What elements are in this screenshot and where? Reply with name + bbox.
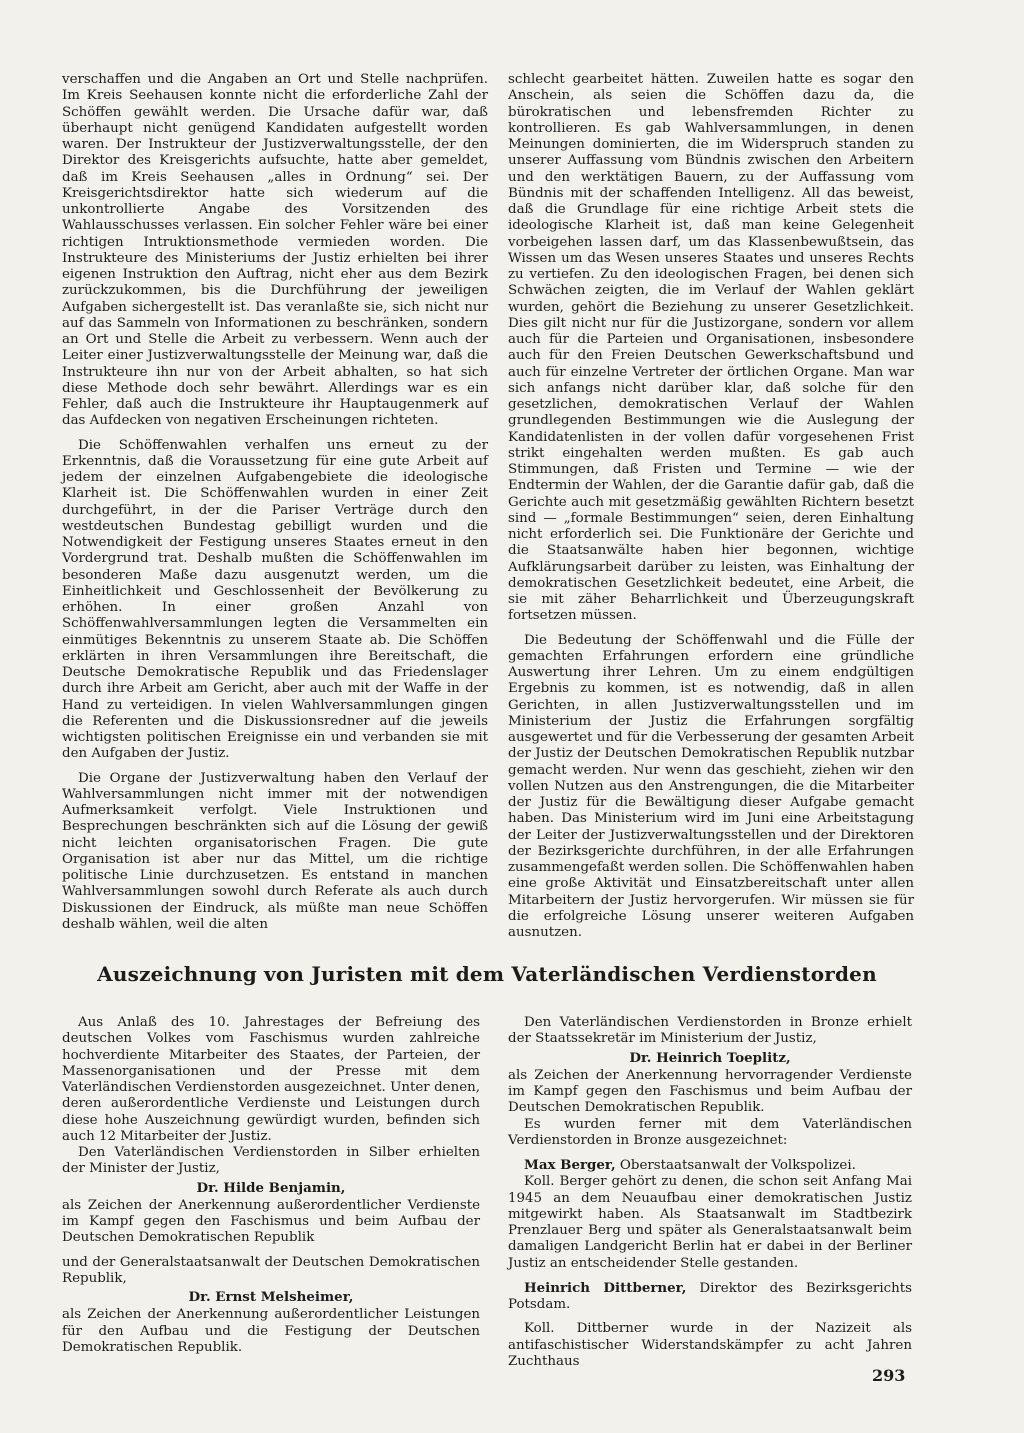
paragraph: Die Bedeutung der Schöffenwahl und die Fülle der gemachten Erfahrungen erfordern eine gründliche Auswertung ihrer Lehren. Um zu einem endgültigen Ergebnis zu kommen, ist es notwendig, daß in allen Gerichten, in allen Justizverwaltungsstellen und im Ministerium der Justiz die Erfahrungen sorgfältig ausgewertet und für die Verbesserung der gesamten Arbeit der Justiz der Deutschen Demokratischen Republik nutzbar gemacht werden. Nur wenn das geschieht, ziehen wir den vollen Nutzen aus den Anstrengungen, die die Mitarbeiter der Justiz für die Bewältigung dieser Aufgabe gemacht haben. Das Ministerium wird im Juni eine Arbeitstagung der Leiter der Justizverwaltungsstellen und der Direktoren der Bezirksgerichte durchführen, in der alle Erfahrungen zusammengefaßt werden sollen. Die Schöffenwahlen haben eine große Aktivität und Einsatzbereitschaft unter allen Mitarbeitern der Justiz hervorgerufen. Wir müssen sie für die erfolgreiche Lösung unserer weiteren Aufgaben ausnutzen. bbox=[508, 632, 914, 940]
award-column-left bbox=[62, 1015, 480, 1356]
paragraph: Aus Anlaß des 10. Jahrestages der Befreiung des deutschen Volkes vom Faschismus wurden zahlreiche hochverdiente Mitarbeiter des Staates, der Parteien, der Massenorganisationen und der Presse mit dem Vaterländischen Verdienstorden ausgezeichnet. Unter denen, deren außerordentliche Verdienste und Leistungen durch diese hohe Auszeichnung gewürdigt wurden, befinden sich auch 12 Mitarbeiter der Justiz. bbox=[62, 1015, 480, 1144]
awardee-name: Heinrich Dittberner, bbox=[524, 1279, 687, 1296]
article-headline: Auszeichnung von Juristen mit dem Vaterländischen Verdienstorden bbox=[97, 962, 877, 986]
page-number: 293 bbox=[872, 1366, 906, 1385]
paragraph: Den Vaterländischen Verdienstorden in Bronze erhielt der Staatssekretär im Ministerium der Justiz, bbox=[508, 1015, 912, 1047]
awardee-title: Direktor des Bezirksgerichts Potsdam. bbox=[508, 1280, 912, 1312]
awardee-name: Dr. Hilde Benjamin, bbox=[196, 1179, 346, 1196]
awardee-entry bbox=[508, 1280, 912, 1314]
article-column-right bbox=[508, 72, 914, 941]
article-column-left bbox=[62, 72, 488, 933]
paragraph: als Zeichen der Anerkennung außerordentlicher Leistungen für den Aufbau und die Festigung der Deutschen Demokratischen Republik. bbox=[62, 1307, 480, 1355]
paragraph: schlecht gearbeitet hätten. Zuweilen hatte es sogar den Anschein, als seien die Schöffen dazu da, die bürokratischen und lebensfremden Richter zu kontrollieren. Es gab Wahlversammlungen, in denen Meinungen dominierten, die im Widerspruch standen zu unserer Auffassung vom Bündnis zwischen den Arbeitern und den werktätigen Bauern, zu der Auffassung vom Bündnis mit der schaffenden Intelligenz. All das beweist, daß die Grundlage für eine richtige Arbeit stets die ideologische Klarheit ist, daß man keine Gelegenheit vorbeigehen lassen darf, um das Klassenbewußtsein, das Wissen um das Wesen unseres Staates und unseres Rechts zu vertiefen. Zu den ideologischen Fragen, bei denen sich Schwächen zeigten, die im Verlauf der Wahlen geklärt wurden, gehört die Beziehung zu unserer Gesetzlichkeit. Dies gilt nicht nur für die Justizorgane, sondern vor allem auch für die Parteien und Organisationen, insbesondere auch für den Freien Deutschen Gewerkschaftsbund und auch für einzelne Vertreter der örtlichen Organe. Man war sich anfangs nicht darüber klar, daß solche für den gesetzlichen, demokratischen Verlauf der Wahlen grundlegenden Bestimmungen wie die Auslegung der Kandidatenlisten in der vollen dafür vorgesehenen Frist strikt eingehalten werden mußten. Es gab auch Stimmungen, daß Fristen und Termine — wie der Endtermin der Wahlen, der die Garantie dafür gab, daß die Gerichte auch mit gesetzmäßig gewählten Richtern besetzt sind — „formale Bestimmungen“ seien, deren Einhaltung nicht erforderlich sei. Die Funktionäre der Gerichte und die Staatsanwälte haben hier begonnen, wichtige Aufklärungsarbeit darüber zu leisten, was Einhaltung der demokratischen Gesetzlichkeit bedeutet, eine Arbeit, die sie mit zäher Beharrlichkeit und Überzeugungskraft fortsetzen müssen. bbox=[508, 72, 914, 624]
paragraph: Die Schöffenwahlen verhalfen uns erneut zu der Erkenntnis, daß die Voraussetzung für eine gute Arbeit auf jedem der einzelnen Aufgabengebiete die ideologische Klarheit ist. Die Schöffenwahlen wurden in einer Zeit durchgeführt, in der die Pariser Verträge durch den westdeutschen Bundestag gebilligt wurden und die Notwendigkeit der Festigung unseres Staates erneut in den Vordergrund trat. Deshalb mußten die Schöffenwahlen im besonderen Maße dazu ausgenutzt werden, um die Einheitlichkeit und Geschlossenheit der Bevölkerung zu erhöhen. In einer großen Anzahl von Schöffenwahlversammlungen legten die Versammelten ein einmütiges Bekenntnis zu unserem Staate ab. Die Schöffen erklärten in ihren Versammlungen ihre Bereitschaft, die Deutsche Demokratische Republik und das Friedenslager durch ihre Arbeit am Gericht, aber auch mit der Waffe in der Hand zu verteidigen. In vielen Wahlversammlungen gingen die Referenten und die Diskussionsredner auf die jeweils wichtigsten politischen Ereignisse ein und verbanden sie mit den Aufgaben der Justiz. bbox=[62, 437, 488, 762]
paragraph: verschaffen und die Angaben an Ort und Stelle nachprüfen. Im Kreis Seehausen konnte nicht die erforderliche Zahl der Schöffen gewählt werden. Die Ursache dafür war, daß überhaupt nicht genügend Kandidaten aufgestellt worden waren. Der Instrukteur der Justizverwaltungsstelle, der den Direktor des Kreisgerichts aufsuchte, hatte aber gemeldet, daß im Kreis Seehausen „alles in Ordnung“ sei. Der Kreisgerichtsdirektor hatte sich wiederum auf die unkontrollierte Angabe des Vorsitzenden des Wahlausschusses verlassen. Ein solcher Fehler wäre bei einer richtigen Intruktionsmethode vermieden worden. Die Instrukteure des Ministeriums der Justiz erhielten bei ihrer eigenen Instruktion den Auftrag, nicht eher aus dem Bezirk zurückzukommen, bis die Durchführung der jeweiligen Aufgaben sichergestellt ist. Das veranlaßte sie, sich nicht nur auf das Sammeln von Informationen zu beschränken, sondern an Ort und Stelle die Arbeit zu verbessern. Wenn auch der Leiter einer Justizverwaltungsstelle der Meinung war, daß die Instrukteure ihn nur von der Arbeit abhalten, so hat sich diese Methode doch sehr bewährt. Allerdings war es ein Fehler, daß auch die Instrukteure ihr Hauptaugenmerk auf das Aufdecken von negativen Erscheinungen richteten. bbox=[62, 72, 488, 429]
paragraph: und der Generalstaatsanwalt der Deutschen Demokratischen Republik, bbox=[62, 1254, 480, 1286]
paragraph: als Zeichen der Anerkennung außerordentlicher Verdienste im Kampf gegen den Faschismus und beim Aufbau der Deutschen Demokratischen Republik bbox=[62, 1197, 480, 1246]
awardee-title: Oberstaatsanwalt der Volkspolizei. bbox=[615, 1158, 856, 1173]
paragraph: Es wurden ferner mit dem Vaterländischen Verdienstorden in Bronze ausgezeichnet: bbox=[508, 1116, 912, 1148]
awardee-name: Max Berger, bbox=[524, 1157, 616, 1173]
awardee-name: Dr. Heinrich Toeplitz, bbox=[629, 1049, 791, 1066]
awardee-name: Dr. Ernst Melsheimer, bbox=[188, 1289, 354, 1305]
paragraph: Koll. Berger gehört zu denen, die schon seit Anfang Mai 1945 an dem Neuaufbau einer demokratischen Justiz mitgewirkt haben. Als Staatsanwalt im Stadtbezirk Prenzlauer Berg und später als Generalstaatsanwalt beim damaligen Landgericht Berlin hat er dabei in der Berliner Justiz an entscheidender Stelle gestanden. bbox=[508, 1174, 912, 1271]
paragraph: Den Vaterländischen Verdienstorden in Silber erhielten der Minister der Justiz, bbox=[62, 1145, 480, 1177]
awardee-entry bbox=[508, 1157, 912, 1174]
paragraph: als Zeichen der Anerkennung hervorragender Verdienste im Kampf gegen den Faschismus und beim Aufbau der Deutschen Demokratischen Republik. bbox=[508, 1067, 912, 1116]
award-column-right bbox=[508, 1015, 912, 1370]
paragraph: Koll. Dittberner wurde in der Nazizeit als antifaschistischer Widerstandskämpfer zu acht Jahren Zuchthaus bbox=[508, 1321, 912, 1369]
paragraph: Die Organe der Justizverwaltung haben den Verlauf der Wahlversammlungen nicht immer mit der notwendigen Aufmerksamkeit verfolgt. Viele Instruktionen und Besprechungen beschränkten sich auf die Lösung der gewiß nicht leichten organisatorischen Fragen. Die gute Organisation ist aber nur das Mittel, um die richtige politische Linie durchzusetzen. Es entstand in manchen Wahlversammlungen sowohl durch Referate als auch durch Diskussionen der Eindruck, als müßte man neue Schöffen deshalb wählen, weil die alten bbox=[62, 770, 488, 932]
